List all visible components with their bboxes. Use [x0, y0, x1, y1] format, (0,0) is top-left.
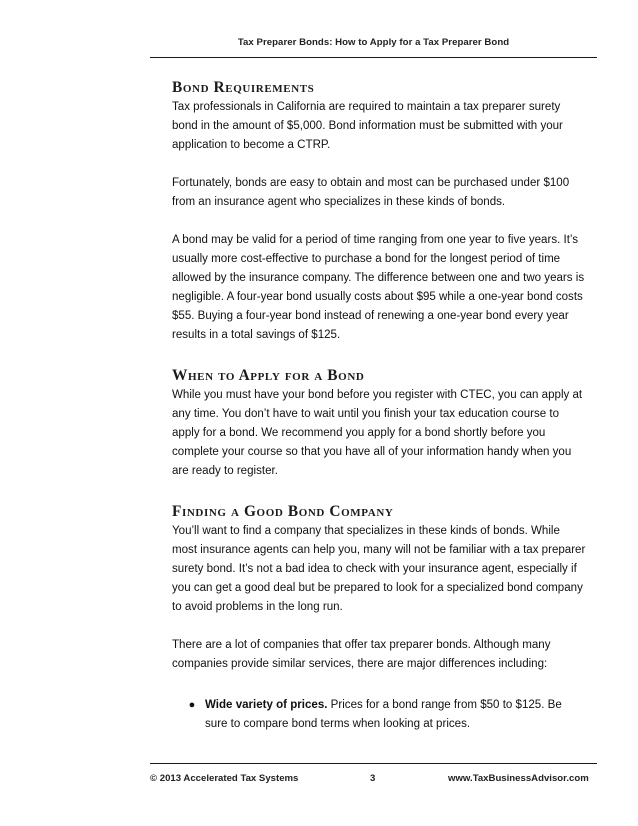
bullet-icon: ●: [188, 699, 196, 711]
paragraph: While you must have your bond before you register with CTEC, you can apply at any time. You don’t have to wait until you finish your tax education course to apply for a bond. We recommend you apply for a bond shortly before you complete your course so that you have all of your information handy when you are ready to register.: [172, 389, 583, 477]
running-header: Tax Preparer Bonds: How to Apply for a Tax Preparer Bond: [237, 37, 510, 48]
paragraph: Fortunately, bonds are easy to obtain and most can be purchased under $100 from an insurance agent who specializes in these kinds of bonds.: [172, 177, 570, 208]
section-heading-bond-requirements: Bond Requirements: [172, 79, 315, 96]
paragraph: You’ll want to find a company that specializes in these kinds of bonds. While most insurance agents can help you, many will not be familiar with a tax preparer surety bond. It’s not a bad idea to check with your insurance agent, especially if you can get a good deal but be prepared to look for a specialized bond company to avoid problems in the long run.: [172, 525, 586, 613]
page-content: [172, 77, 587, 734]
footer-divider: [150, 763, 597, 764]
footer-copyright: © 2013 Accelerated Tax Systems: [150, 773, 299, 784]
bullet-item: [172, 696, 587, 734]
paragraph: Tax professionals in California are required to maintain a tax preparer surety bond in the amount of $5,000. Bond information must be submitted with your application to become a CTRP.: [172, 101, 563, 151]
section-heading-when-to-apply: When to Apply for a Bond: [172, 367, 365, 384]
bullet-lead: Wide variety of prices.: [205, 699, 328, 711]
paragraph: A bond may be valid for a period of time ranging from one year to five years. It’s usually more cost-effective to purchase a bond for the longest period of time allowed by the insurance company. The difference between one and two years is negligible. A four-year bond usually costs about $95 while a one-year bond costs $55. Buying a four-year bond instead of renewing a one-year bond every year results in a total savings of $125.: [172, 234, 585, 341]
footer-website: www.TaxBusinessAdvisor.com: [448, 773, 589, 784]
section-heading-finding-bond-company: Finding a Good Bond Company: [172, 503, 394, 520]
paragraph: There are a lot of companies that offer tax preparer bonds. Although many companies provide similar services, there are major differences including:: [172, 639, 551, 670]
header-divider: [150, 57, 597, 58]
bullet-text: Prices for a bond range from $50 to $125. Be sure to compare bond terms when looking at prices.: [205, 699, 562, 730]
page-number: 3: [370, 773, 376, 784]
